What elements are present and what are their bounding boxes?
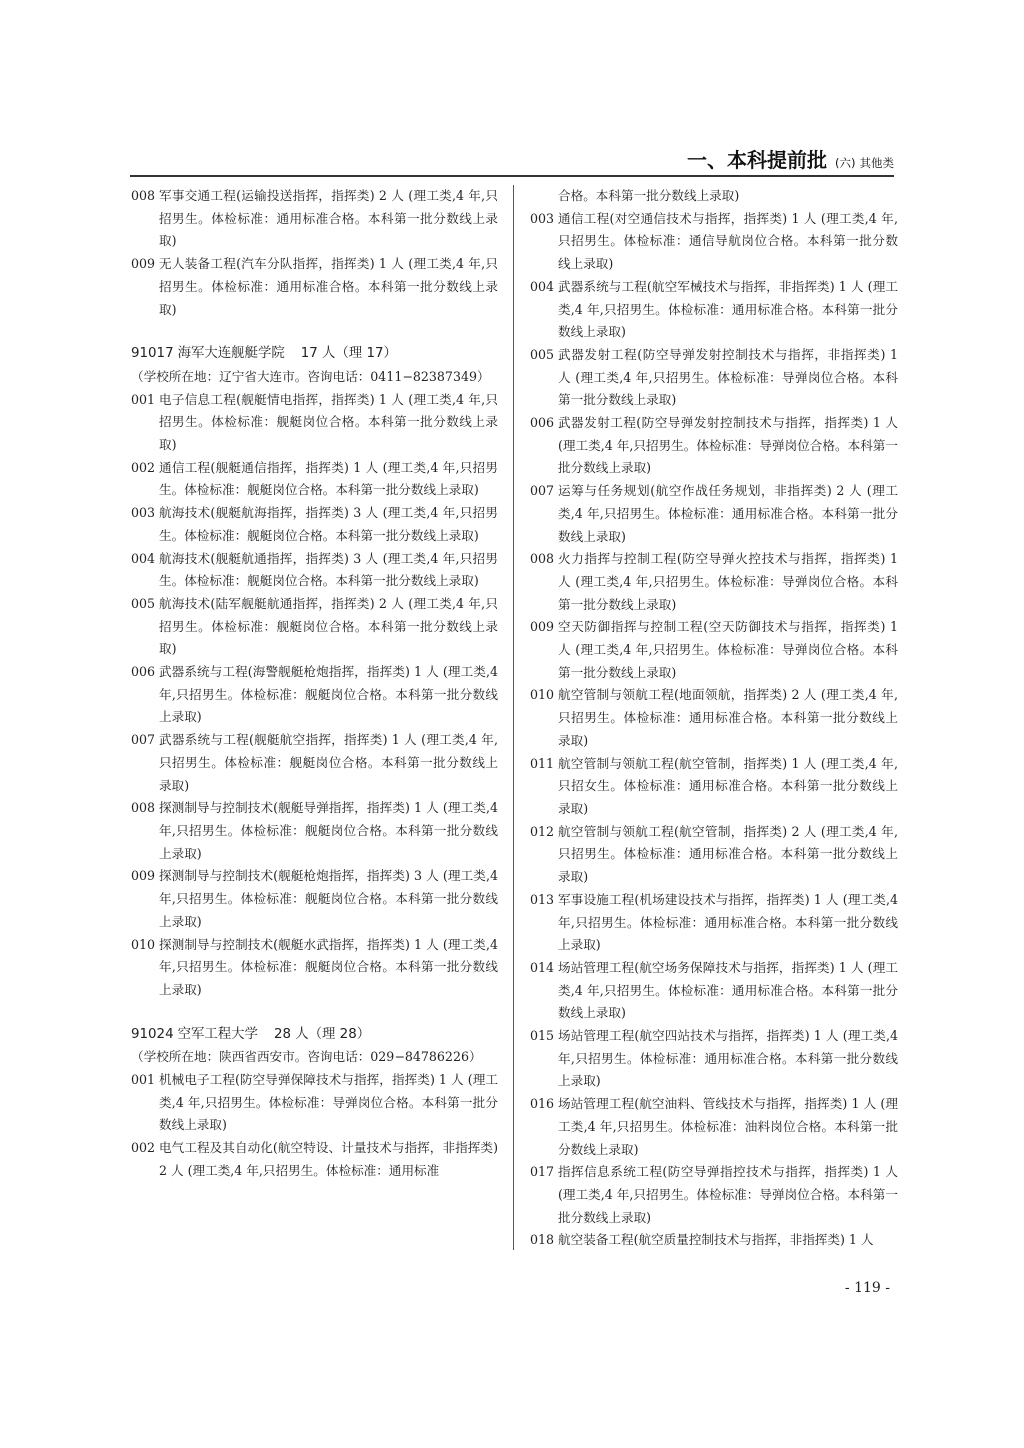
major-entry <box>131 593 498 661</box>
major-description: 机械电子工程(防空导弹保障技术与指挥，指挥类) 1 人 (理工类,4 年,只招男生。体检标准：导弹岗位合格。本科第一批分数线上录取) <box>159 1072 498 1133</box>
major-entry <box>131 389 498 457</box>
major-code: 008 <box>131 188 156 203</box>
major-code: 007 <box>530 483 555 499</box>
major-code: 008 <box>530 551 555 567</box>
major-entry <box>131 253 498 321</box>
major-entry <box>530 889 898 957</box>
right-column <box>530 185 898 1252</box>
school-heading <box>131 1024 498 1047</box>
major-entry <box>530 208 898 276</box>
major-code: 018 <box>530 1232 555 1248</box>
major-code: 009 <box>131 868 156 884</box>
major-entry <box>530 753 898 821</box>
major-code: 007 <box>131 732 156 748</box>
major-description: 火力指挥与控制工程(防空导弹火控技术与指挥，指挥类) 1 人 (理工类,4 年,只招男生。体检标准：导弹岗位合格。本科第一批分数线上录取) <box>558 551 898 612</box>
major-entry <box>530 344 898 412</box>
major-entry <box>530 821 898 889</box>
major-description: 武器发射工程(防空导弹发射控制技术与指挥，非指挥类) 1 人 (理工类,4 年,只招男生。体检标准：导弹岗位合格。本科第一批分数线上录取) <box>558 346 898 408</box>
major-description: 场站管理工程(航空四站技术与指挥，指挥类) 1 人 (理工类,4 年,只招男生。体检标准：通用标准合格。本科第一批分数线上录取) <box>558 1028 898 1089</box>
major-description: 电气工程及其自动化(航空特设、计量技术与指挥，非指挥类) 2 人 (理工类,4 年,只招男生。体检标准：通用标准 <box>159 1140 498 1178</box>
major-description: 通信工程(舰艇通信指挥，指挥类) 1 人 (理工类,4 年,只招男生。体检标准：舰艇岗位合格。本科第一批分数线上录取) <box>159 459 498 498</box>
major-entry <box>131 502 498 547</box>
major-description: 场站管理工程(航空油料、管线技术与指挥，指挥类) 1 人 (理工类,4 年,只招男生。体检标准：油料岗位合格。本科第一批分数线上录取) <box>558 1096 898 1157</box>
major-entry <box>530 276 898 344</box>
major-code: 017 <box>530 1164 555 1180</box>
major-entry <box>530 957 898 1025</box>
major-description: 探测制导与控制技术(舰艇枪炮指挥，指挥类) 3 人 (理工类,4 年,只招男生。体检标准：舰艇岗位合格。本科第一批分数线上录取) <box>159 868 498 929</box>
column-divider <box>513 185 514 1250</box>
major-description: 指挥信息系统工程(防空导弹指控技术与指挥，指挥类) 1 人 (理工类,4 年,只招男生。体检标准：导弹岗位合格。本科第一批分数线上录取) <box>558 1164 898 1225</box>
major-code: 004 <box>530 278 555 294</box>
major-code: 010 <box>530 687 555 703</box>
school-quota: 17 人（理 17） <box>300 346 397 362</box>
major-entry <box>131 457 498 502</box>
continued-text: 合格。本科第一批分数线上录取) <box>558 188 740 203</box>
major-entry <box>530 1229 898 1252</box>
major-entry <box>530 1161 898 1229</box>
school-location: （学校所在地：辽宁省大连市。咨询电话：0411−82387349） <box>131 368 490 384</box>
school-name: 海军大连舰艇学院 <box>177 346 285 362</box>
page-number: - 119 - <box>844 1280 890 1296</box>
major-description: 军事交通工程(运输投送指挥，指挥类) 2 人 (理工类,4 年,只招男生。体检标准：通用标准合格。本科第一批分数线上录取) <box>159 188 498 249</box>
school-code: 91024 <box>131 1026 174 1042</box>
major-entry <box>131 185 498 253</box>
major-code: 002 <box>131 1140 156 1156</box>
major-code: 003 <box>530 210 555 226</box>
major-code: 012 <box>530 823 555 839</box>
major-entry <box>131 1069 498 1137</box>
section-title-category: 其他类 <box>859 156 894 170</box>
major-code: 010 <box>131 936 156 952</box>
major-entry <box>530 480 898 548</box>
major-code: 002 <box>131 459 156 475</box>
section-title-main: 一、本科提前批 <box>687 148 828 172</box>
major-code: 009 <box>530 619 555 635</box>
major-description: 航海技术(舰艇航海指挥，指挥类) 3 人 (理工类,4 年,只招男生。体检标准：舰艇岗位合格。本科第一批分数线上录取) <box>159 505 498 543</box>
major-entry <box>131 1137 498 1182</box>
major-entry <box>530 1025 898 1093</box>
major-description: 武器系统与工程(海警舰艇枪炮指挥，指挥类) 1 人 (理工类,4 年,只招男生。体检标准：舰艇岗位合格。本科第一批分数线上录取) <box>159 664 498 725</box>
right-items <box>530 208 898 1252</box>
left-items-c <box>131 1069 498 1183</box>
major-entry <box>131 865 498 933</box>
major-entry <box>530 548 898 616</box>
major-description: 无人装备工程(汽车分队指挥，指挥类) 1 人 (理工类,4 年,只招男生。体检标准：通用标准合格。本科第一批分数线上录取) <box>159 256 498 317</box>
major-description: 航空装备工程(航空质量控制技术与指挥，非指挥类) 1 人 <box>558 1232 874 1248</box>
school-heading <box>131 343 498 366</box>
major-code: 011 <box>530 755 555 771</box>
major-code: 005 <box>131 595 156 611</box>
major-description: 武器发射工程(防空导弹发射控制技术与指挥，指挥类) 1 人 (理工类,4 年,只招男生。体检标准：导弹岗位合格。本科第一批分数线上录取) <box>558 415 898 476</box>
major-description: 运筹与任务规划(航空作战任务规划，非指挥类) 2 人 (理工类,4 年,只招男生。体检标准：通用标准合格。本科第一批分数线上录取) <box>558 483 898 544</box>
major-description: 探测制导与控制技术(舰艇导弹指挥，指挥类) 1 人 (理工类,4 年,只招男生。体检标准：舰艇岗位合格。本科第一批分数线上录取) <box>159 800 498 861</box>
major-entry <box>530 412 898 480</box>
school-name: 空军工程大学 <box>177 1026 258 1042</box>
major-code: 009 <box>131 256 156 272</box>
school-code: 91017 <box>131 346 174 362</box>
major-code: 006 <box>530 415 555 431</box>
major-entry <box>131 934 498 1002</box>
major-description: 军事设施工程(机场建设技术与指挥，指挥类) 1 人 (理工类,4 年,只招男生。体检标准：通用标准合格。本科第一批分数线上录取) <box>558 891 898 953</box>
major-code: 013 <box>530 891 555 907</box>
major-entry <box>530 684 898 752</box>
page-header <box>130 143 894 177</box>
major-code: 005 <box>530 346 555 362</box>
major-description: 场站管理工程(航空场务保障技术与指挥，指挥类) 1 人 (理工类,4 年,只招男生。体检标准：通用标准合格。本科第一批分数线上录取) <box>558 959 898 1021</box>
major-entry <box>131 797 498 865</box>
school-location: （学校所在地：陕西省西安市。咨询电话：029−84786226） <box>131 1049 482 1065</box>
major-code: 001 <box>131 1072 156 1088</box>
left-items-a <box>131 185 498 321</box>
left-column <box>131 185 498 1183</box>
major-code: 008 <box>131 800 156 816</box>
left-items-b <box>131 389 498 1002</box>
major-code: 016 <box>530 1096 555 1112</box>
section-title-sub: (六) <box>835 156 856 170</box>
major-entry <box>530 1093 898 1161</box>
major-description: 航空管制与领航工程(航空管制，指挥类) 1 人 (理工类,4 年,只招女生。体检标准：通用标准合格。本科第一批分数线上录取) <box>558 755 898 816</box>
major-description: 武器系统与工程(舰艇航空指挥，指挥类) 1 人 (理工类,4 年,只招男生。体检标准：舰艇岗位合格。本科第一批分数线上录取) <box>159 732 498 793</box>
major-code: 004 <box>131 550 156 566</box>
major-description: 航空管制与领航工程(航空管制，指挥类) 2 人 (理工类,4 年,只招男生。体检标准：通用标准合格。本科第一批分数线上录取) <box>558 823 898 885</box>
major-entry <box>131 729 498 797</box>
major-description: 航空管制与领航工程(地面领航，指挥类) 2 人 (理工类,4 年,只招男生。体检标准：通用标准合格。本科第一批分数线上录取) <box>558 687 898 748</box>
major-description: 武器系统与工程(航空军械技术与指挥，非指挥类) 1 人 (理工类,4 年,只招男生。体检标准：通用标准合格。本科第一批分数线上录取) <box>558 278 898 340</box>
major-code: 006 <box>131 664 156 680</box>
major-entry <box>131 661 498 729</box>
major-description: 航海技术(舰艇航通指挥，指挥类) 3 人 (理工类,4 年,只招男生。体检标准：舰艇岗位合格。本科第一批分数线上录取) <box>159 550 498 589</box>
major-entry <box>131 548 498 593</box>
major-entry <box>530 616 898 684</box>
header-rule <box>130 175 894 177</box>
major-description: 电子信息工程(舰艇情电指挥，指挥类) 1 人 (理工类,4 年,只招男生。体检标准：舰艇岗位合格。本科第一批分数线上录取) <box>159 391 498 453</box>
school-quota: 28 人（理 28） <box>273 1026 371 1042</box>
major-code: 015 <box>530 1028 555 1044</box>
major-description: 航海技术(陆军舰艇航通指挥，指挥类) 2 人 (理工类,4 年,只招男生。体检标准：舰艇岗位合格。本科第一批分数线上录取) <box>159 595 498 657</box>
major-code: 014 <box>530 959 555 975</box>
major-code: 003 <box>131 505 156 521</box>
major-description: 通信工程(对空通信技术与指挥，指挥类) 1 人 (理工类,4 年,只招男生。体检标准：通信导航岗位合格。本科第一批分数线上录取) <box>558 210 898 272</box>
major-description: 探测制导与控制技术(舰艇水武指挥，指挥类) 1 人 (理工类,4 年,只招男生。体检标准：舰艇岗位合格。本科第一批分数线上录取) <box>159 936 498 997</box>
major-description: 空天防御指挥与控制工程(空天防御技术与指挥，指挥类) 1 人 (理工类,4 年,只招男生。体检标准：导弹岗位合格。本科第一批分数线上录取) <box>558 619 898 680</box>
major-code: 001 <box>131 391 156 407</box>
section-title <box>687 144 894 173</box>
